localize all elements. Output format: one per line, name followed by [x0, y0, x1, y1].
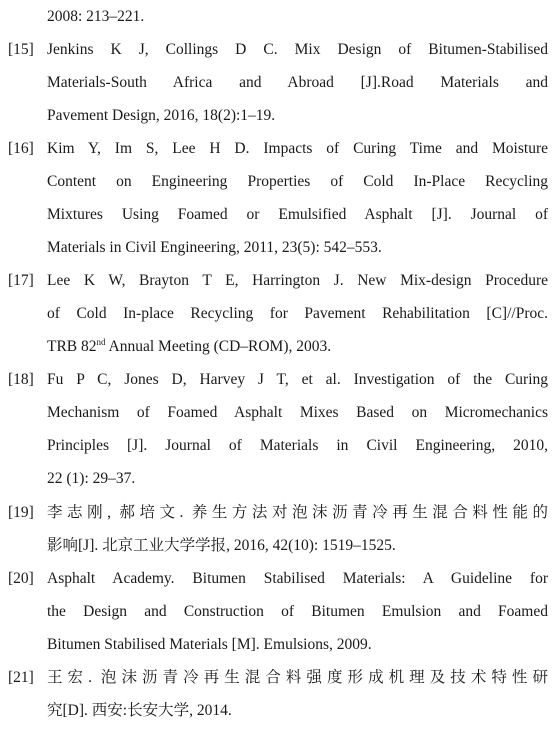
reference-20-line-2: the Design and Construction of Bitumen Emulsion and Foamed [47, 603, 548, 620]
reference-label-15: [15] [8, 41, 34, 58]
reference-label-17: [17] [8, 272, 34, 289]
reference-continuation-line: 2008: 213–221. [47, 8, 145, 25]
reference-17-line-3 [47, 337, 548, 357]
reference-17-line-3-end: Annual Meeting (CD–ROM), 2003. [105, 338, 332, 355]
reference-18-line-1: Fu P C, Jones D, Harvey J T, et al. Investigation of the Curing [47, 371, 548, 388]
reference-21-line-2: 究[D]. 西安:长安大学, 2014. [47, 702, 232, 719]
reference-label-19: [19] [8, 504, 34, 521]
reference-label-20: [20] [8, 570, 34, 587]
reference-16-line-3: Mixtures Using Foamed or Emulsified Asphalt [J]. Journal of [47, 206, 548, 223]
reference-16-line-2: Content on Engineering Properties of Cold In-Place Recycling [47, 173, 548, 190]
reference-label-21: [21] [8, 669, 34, 686]
reference-18-line-2: Mechanism of Foamed Asphalt Mixes Based on Micromechanics [47, 404, 548, 421]
reference-15-line-3: Pavement Design, 2016, 18(2):1–19. [47, 107, 276, 124]
reference-16-line-1: Kim Y, Im S, Lee H D. Impacts of Curing Time and Moisture [47, 140, 548, 157]
reference-20-line-3: Bitumen Stabilised Materials [M]. Emulsions, 2009. [47, 636, 372, 653]
reference-label-16: [16] [8, 140, 34, 157]
reference-19-line-2: 影响[J]. 北京工业大学学报, 2016, 42(10): 1519–1525. [47, 537, 396, 554]
reference-17-line-2: of Cold In-place Recycling for Pavement Rehabilitation [C]//Proc. [47, 305, 548, 322]
reference-15-line-1: Jenkins K J, Collings D C. Mix Design of Bitumen-Stabilised [47, 41, 548, 58]
reference-21-line-1: 王宏. 泡沫沥青冷再生混合料强度形成机理及技术特性研 [47, 669, 548, 686]
reference-20-line-1: Asphalt Academy. Bitumen Stabilised Materials: A Guideline for [47, 570, 548, 587]
reference-17-line-3-start: TRB 82 [47, 338, 97, 355]
reference-16-line-4: Materials in Civil Engineering, 2011, 23(5): 542–553. [47, 239, 382, 256]
reference-18-line-3: Principles [J]. Journal of Materials in Civil Engineering, 2010, [47, 437, 548, 454]
reference-17-line-1: Lee K W, Brayton T E, Harrington J. New Mix-design Procedure [47, 272, 548, 289]
reference-15-line-2: Materials-South Africa and Abroad [J].Road Materials and [47, 74, 548, 91]
reference-18-line-4: 22 (1): 29–37. [47, 470, 136, 487]
reference-19-line-1: 李志刚, 郝培文. 养生方法对泡沫沥青冷再生混合料性能的 [47, 504, 548, 521]
ordinal-superscript: nd [96, 336, 106, 347]
reference-label-18: [18] [8, 371, 34, 388]
